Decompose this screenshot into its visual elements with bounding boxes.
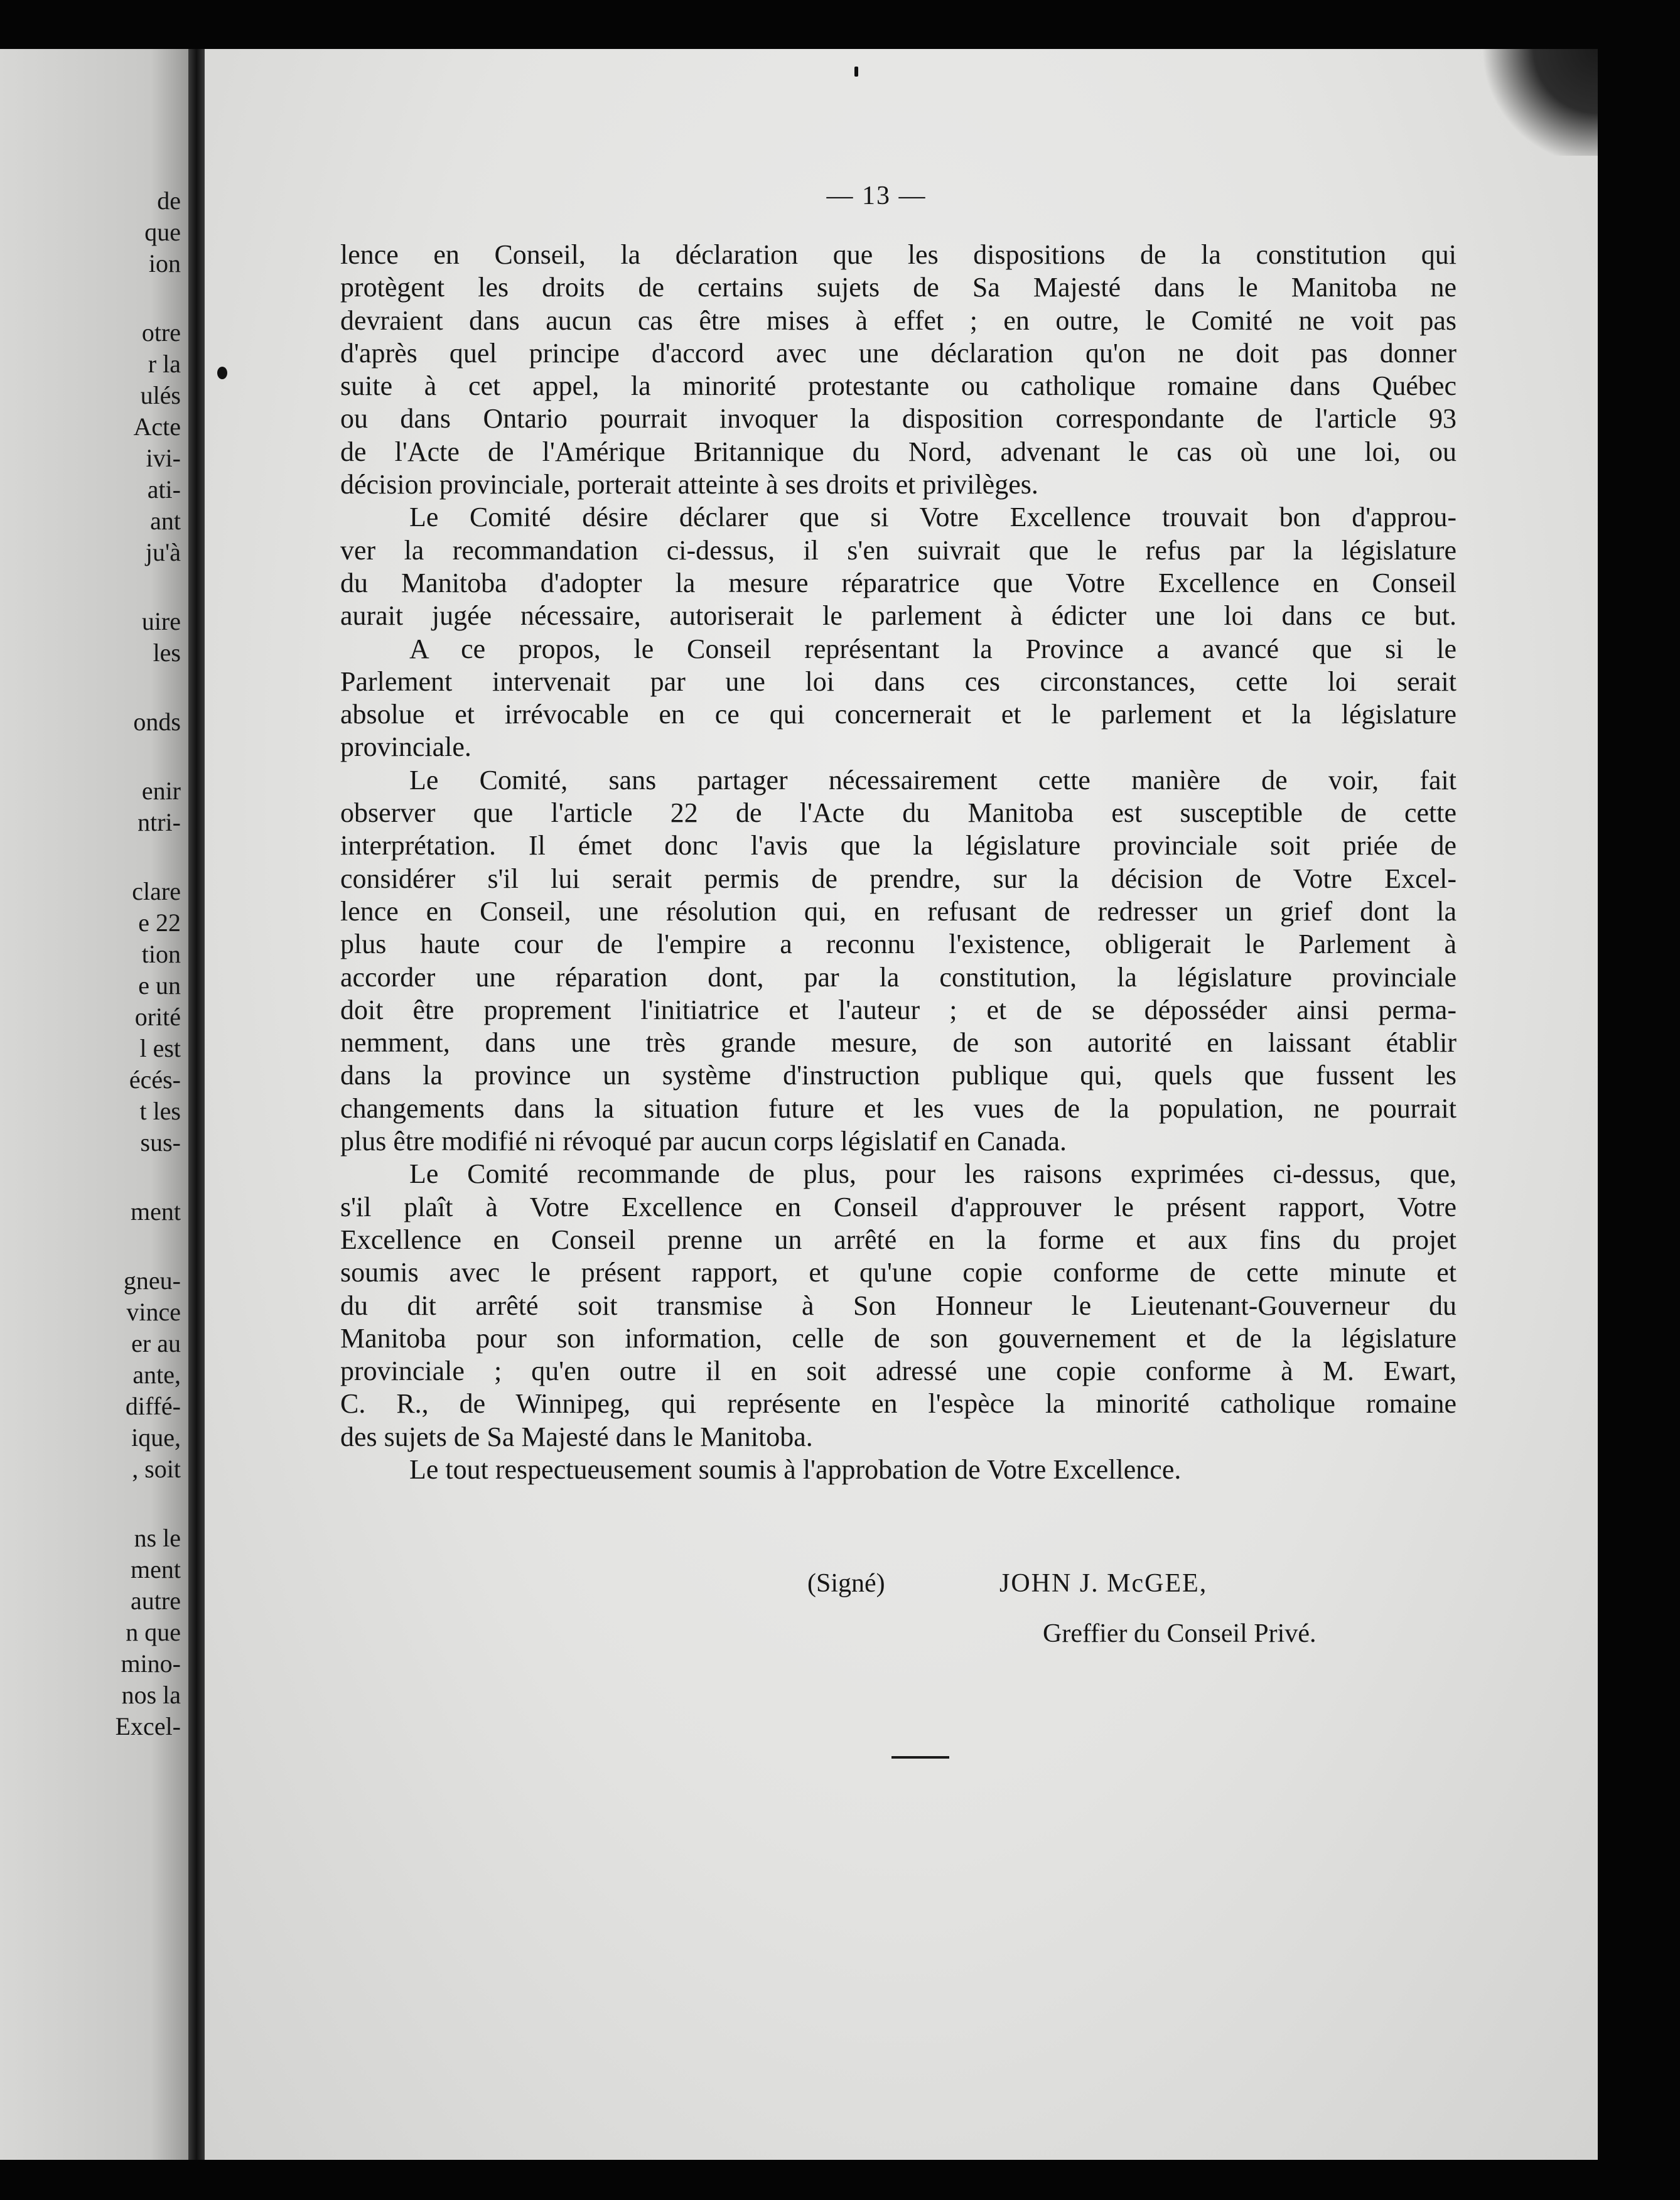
text-line: doit être proprement l'initiatrice et l'auteur ; et de se déposséder ainsi perma- bbox=[340, 994, 1457, 1025]
adjacent-page bbox=[0, 49, 188, 2160]
text-line: Manitoba pour son information, celle de son gouvernement et de la législature bbox=[340, 1322, 1457, 1354]
text-line: absolue et irrévocable en ce qui concernerait et le parlement et la législature bbox=[340, 699, 1457, 730]
text-line: plus être modifié ni révoqué par aucun corps législatif en Canada. bbox=[340, 1126, 1067, 1157]
text-line: C. R., de Winnipeg, qui représente en l'espèce la minorité catholique romaine bbox=[340, 1388, 1457, 1420]
adjacent-page-line: e un bbox=[138, 971, 181, 1000]
adjacent-page-line: ju'à bbox=[145, 538, 181, 566]
text-line: décision provinciale, porterait atteinte à ses droits et privilèges. bbox=[340, 469, 1038, 500]
text-line: Le Comité recommande de plus, pour les raisons exprimées ci-dessus, que, bbox=[409, 1158, 1457, 1190]
text-line: considérer s'il lui serait permis de prendre, sur la décision de Votre Excel- bbox=[340, 863, 1457, 894]
adjacent-page-line: ati- bbox=[147, 475, 181, 504]
text-line: Parlement intervenait par une loi dans ces circonstances, cette loi serait bbox=[340, 666, 1457, 697]
adjacent-page-line: ment bbox=[131, 1555, 181, 1583]
text-line: Excellence en Conseil prenne un arrêté en la forme et aux fins du projet bbox=[340, 1224, 1457, 1255]
scan-frame-right bbox=[1598, 0, 1680, 2200]
scan-frame-bottom bbox=[0, 2160, 1680, 2200]
adjacent-page-line: gneu- bbox=[123, 1266, 181, 1295]
text-line: provinciale ; qu'en outre il en soit adressé une copie conforme à M. Ewart, bbox=[340, 1356, 1457, 1387]
text-line: observer que l'article 22 de l'Acte du Manitoba est susceptible de cette bbox=[340, 797, 1457, 829]
text-line: lence en Conseil, la déclaration que les dispositions de la constitution qui bbox=[340, 239, 1457, 270]
text-line: A ce propos, le Conseil représentant la Province a avancé que si le bbox=[409, 633, 1457, 664]
text-line: protègent les droits de certains sujets de Sa Majesté dans le Manitoba ne bbox=[340, 272, 1457, 303]
text-line: devraient dans aucun cas être mises à effet ; en outre, le Comité ne voit pas bbox=[340, 305, 1457, 336]
text-line: soumis avec le présent rapport, et qu'une copie conforme de cette minute et bbox=[340, 1257, 1457, 1288]
adjacent-page-line: ntri- bbox=[137, 808, 181, 836]
adjacent-page-line: ment bbox=[131, 1197, 181, 1226]
text-line: d'après quel principe d'accord avec une déclaration qu'on ne doit pas donner bbox=[340, 337, 1457, 369]
adjacent-page-line: Acte bbox=[133, 412, 181, 441]
text-line: changements dans la situation future et les vues de la population, ne pourrait bbox=[340, 1092, 1457, 1124]
signatory-name: JOHN J. McGEE, bbox=[999, 1569, 1208, 1598]
adjacent-page-line: ivi- bbox=[146, 444, 181, 472]
adjacent-page-line: n que bbox=[126, 1618, 181, 1646]
adjacent-page-line: sus- bbox=[140, 1128, 181, 1157]
adjacent-page-line: ulés bbox=[140, 381, 181, 409]
signatory-title: Greffier du Conseil Privé. bbox=[1043, 1619, 1317, 1648]
text-line: Le Comité, sans partager nécessairement cette manière de voir, fait bbox=[409, 764, 1457, 795]
document-page bbox=[205, 49, 1598, 2160]
text-line: dans la province un système d'instruction publique qui, quels que fussent les bbox=[340, 1060, 1457, 1091]
adjacent-page-line: écés- bbox=[129, 1065, 181, 1094]
adjacent-page-line: vince bbox=[126, 1298, 181, 1326]
adjacent-page-line: mino- bbox=[121, 1649, 181, 1678]
adjacent-page-line: diffé- bbox=[125, 1392, 181, 1420]
text-line: ver la recommandation ci-dessus, il s'en suivrait que le refus par la législature bbox=[340, 534, 1457, 566]
text-line: du dit arrêté soit transmise à Son Honneur le Lieutenant-Gouverneur du bbox=[340, 1290, 1457, 1321]
adjacent-page-line: r la bbox=[148, 350, 181, 378]
text-line: accorder une réparation dont, par la constitution, la législature provinciale bbox=[340, 961, 1457, 993]
text-line: ou dans Ontario pourrait invoquer la disposition correspondante de l'article 93 bbox=[340, 403, 1457, 434]
book-gutter bbox=[188, 49, 205, 2160]
ink-speck bbox=[217, 367, 227, 379]
text-line: des sujets de Sa Majesté dans le Manitoba. bbox=[340, 1421, 813, 1452]
text-line: Le tout respectueusement soumis à l'approbation de Votre Excellence. bbox=[409, 1453, 1182, 1485]
adjacent-page-line: clare bbox=[132, 877, 181, 905]
page-corner-shadow bbox=[1478, 49, 1598, 156]
text-line: provinciale. bbox=[340, 731, 471, 763]
adjacent-page-line: , soit bbox=[132, 1455, 181, 1483]
text-line: plus haute cour de l'empire a reconnu l'existence, obligerait le Parlement à bbox=[340, 929, 1457, 960]
adjacent-page-line: ique, bbox=[131, 1423, 181, 1452]
adjacent-page-line: e 22 bbox=[138, 909, 181, 937]
adjacent-page-line: Excel- bbox=[115, 1712, 181, 1740]
text-line: lence en Conseil, une résolution qui, en refusant de redresser un grief dont la bbox=[340, 895, 1457, 927]
signature-row bbox=[807, 1568, 1498, 1606]
text-line: Le Comité désire déclarer que si Votre Excellence trouvait bon d'approu- bbox=[409, 502, 1457, 533]
text-line: s'il plaît à Votre Excellence en Conseil d'approuver le présent rapport, Votre bbox=[340, 1191, 1457, 1222]
text-line: interprétation. Il émet donc l'avis que la législature provinciale soit priée de bbox=[340, 830, 1457, 861]
adjacent-page-line: nos la bbox=[121, 1681, 181, 1709]
adjacent-page-line: de bbox=[157, 186, 181, 215]
signed-label: (Signé) bbox=[807, 1569, 885, 1598]
adjacent-page-line: enir bbox=[141, 777, 181, 805]
page-number: — 13 — bbox=[826, 181, 927, 210]
adjacent-page-line: l est bbox=[139, 1034, 181, 1062]
adjacent-page-line: otre bbox=[141, 318, 181, 347]
text-line: aurait jugée nécessaire, autoriserait le parlement à édicter une loi dans ce but. bbox=[340, 600, 1457, 632]
end-rule bbox=[891, 1756, 949, 1759]
scan-frame-top bbox=[0, 0, 1680, 49]
adjacent-page-line: ant bbox=[150, 507, 181, 535]
text-line: nemment, dans une très grande mesure, de son autorité en laissant établir bbox=[340, 1027, 1457, 1059]
adjacent-page-line: uire bbox=[141, 607, 181, 635]
adjacent-page-line: tion bbox=[141, 940, 181, 968]
body-text bbox=[340, 239, 1457, 1486]
text-line: du Manitoba d'adopter la mesure réparatrice que Votre Excellence en Conseil bbox=[340, 567, 1457, 598]
adjacent-page-line: ante, bbox=[132, 1361, 181, 1389]
adjacent-page-line: les bbox=[153, 639, 181, 667]
ink-speck bbox=[854, 67, 858, 77]
adjacent-page-line: ion bbox=[148, 249, 181, 278]
adjacent-page-line: t les bbox=[139, 1097, 181, 1125]
text-line: de l'Acte de l'Amérique Britannique du Nord, advenant le cas où une loi, ou bbox=[340, 436, 1457, 467]
adjacent-page-line: er au bbox=[131, 1329, 181, 1357]
adjacent-page-line: orité bbox=[134, 1003, 181, 1031]
adjacent-page-line: onds bbox=[133, 708, 181, 736]
adjacent-page-line: autre bbox=[131, 1587, 181, 1615]
text-line: suite à cet appel, la minorité protestante ou catholique romaine dans Québec bbox=[340, 370, 1457, 402]
adjacent-page-line: que bbox=[144, 218, 181, 246]
adjacent-page-line: ns le bbox=[134, 1524, 181, 1552]
